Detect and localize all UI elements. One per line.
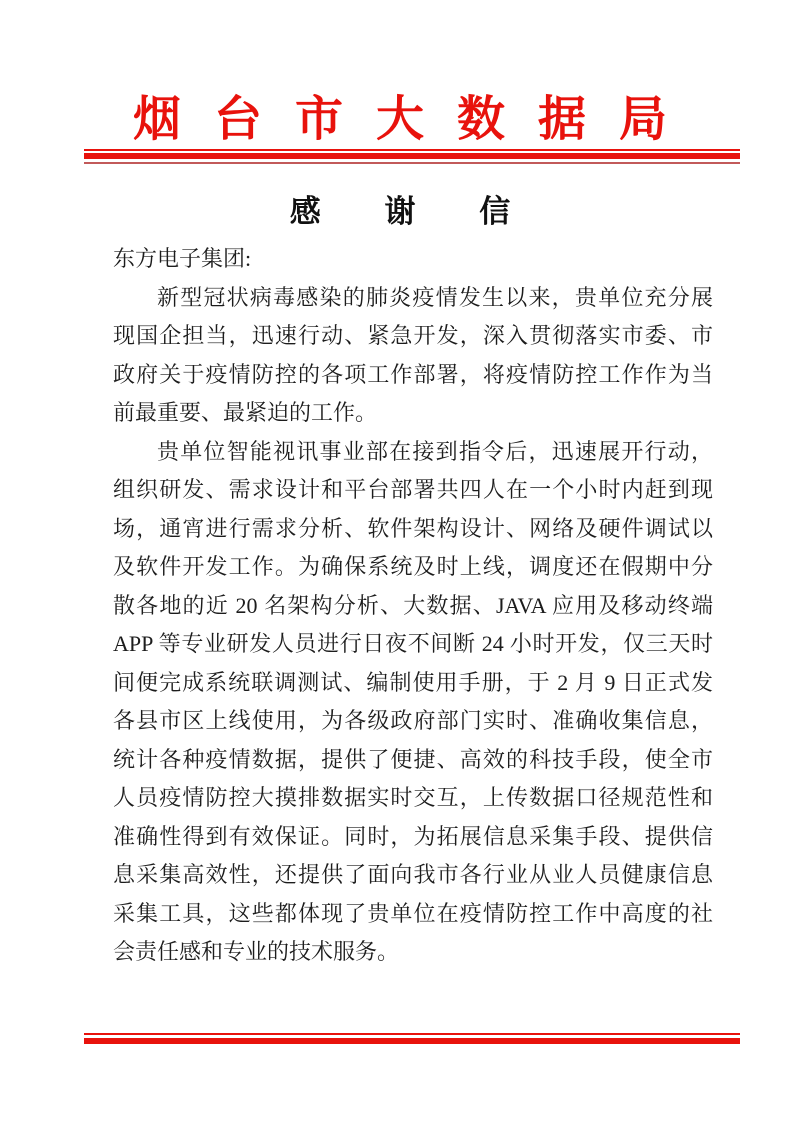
footer-divider xyxy=(84,1033,740,1044)
paragraph-2-line: 各县市区上线使用，为各级政府部门实时、准确收集信息， xyxy=(113,708,713,733)
paragraph-2-line: 人员疫情防控大摸排数据实时交互，上传数据口径规范性和 xyxy=(113,785,713,810)
paragraph-2-line: 采集工具，这些都体现了贵单位在疫情防控工作中高度的社 xyxy=(113,900,713,926)
paragraph-2-line: 组织研发、需求设计和平台部署共四人在一个小时内赶到现 xyxy=(113,477,713,502)
paragraph-2-line: 散各地的近 20 名架构分析、大数据、JAVA 应用及移动终端 xyxy=(113,592,713,618)
agency-masthead-title: 烟台市大数据局 xyxy=(132,93,700,146)
paragraph-2-line: 准确性得到有效保证。同时，为拓展信息采集手段、提供信 xyxy=(113,823,713,849)
paragraph-1-line: 现国企担当，迅速行动、紧急开发，深入贯彻落实市委、市 xyxy=(113,323,713,348)
paragraph-2-line: 贵单位智能视讯事业部在接到指令后，迅速展开行动， xyxy=(157,438,713,464)
paragraph-2-line: APP 等专业研发人员进行日夜不间断 24 小时开发，仅三天时 xyxy=(113,631,713,656)
masthead-divider-thin-bottom xyxy=(84,162,740,164)
salutation: 东方电子集团: xyxy=(113,246,252,271)
paragraph-2-line: 间便完成系统联调测试、编制使用手册，于 2 月 9 日正式发 xyxy=(113,669,713,695)
paragraph-2-line: 息采集高效性，还提供了面向我市各行业从业人员健康信息 xyxy=(113,862,713,887)
paragraph-2-line: 会责任感和专业的技术服务。 xyxy=(113,939,400,964)
paragraph-1-line: 新型冠状病毒感染的肺炎疫情发生以来，贵单位充分展 xyxy=(157,284,713,310)
paragraph-2-line: 场，通宵进行需求分析、软件架构设计、网络及硬件调试以 xyxy=(113,515,713,541)
paragraph-2-line: 及软件开发工作。为确保系统及时上线，调度还在假期中分 xyxy=(113,554,713,579)
masthead-divider xyxy=(84,149,740,164)
footer-divider-thick xyxy=(84,1038,740,1044)
paragraph-1-line: 政府关于疫情防控的各项工作部署，将疫情防控工作作为当 xyxy=(113,361,713,387)
letter-title: 感 谢 信 xyxy=(289,194,539,229)
letter-body xyxy=(113,240,713,972)
paragraph-2-line: 统计各种疫情数据，提供了便捷、高效的科技手段，使全市 xyxy=(113,746,713,772)
paragraph-1-line: 前最重要、最紧迫的工作。 xyxy=(113,400,378,425)
